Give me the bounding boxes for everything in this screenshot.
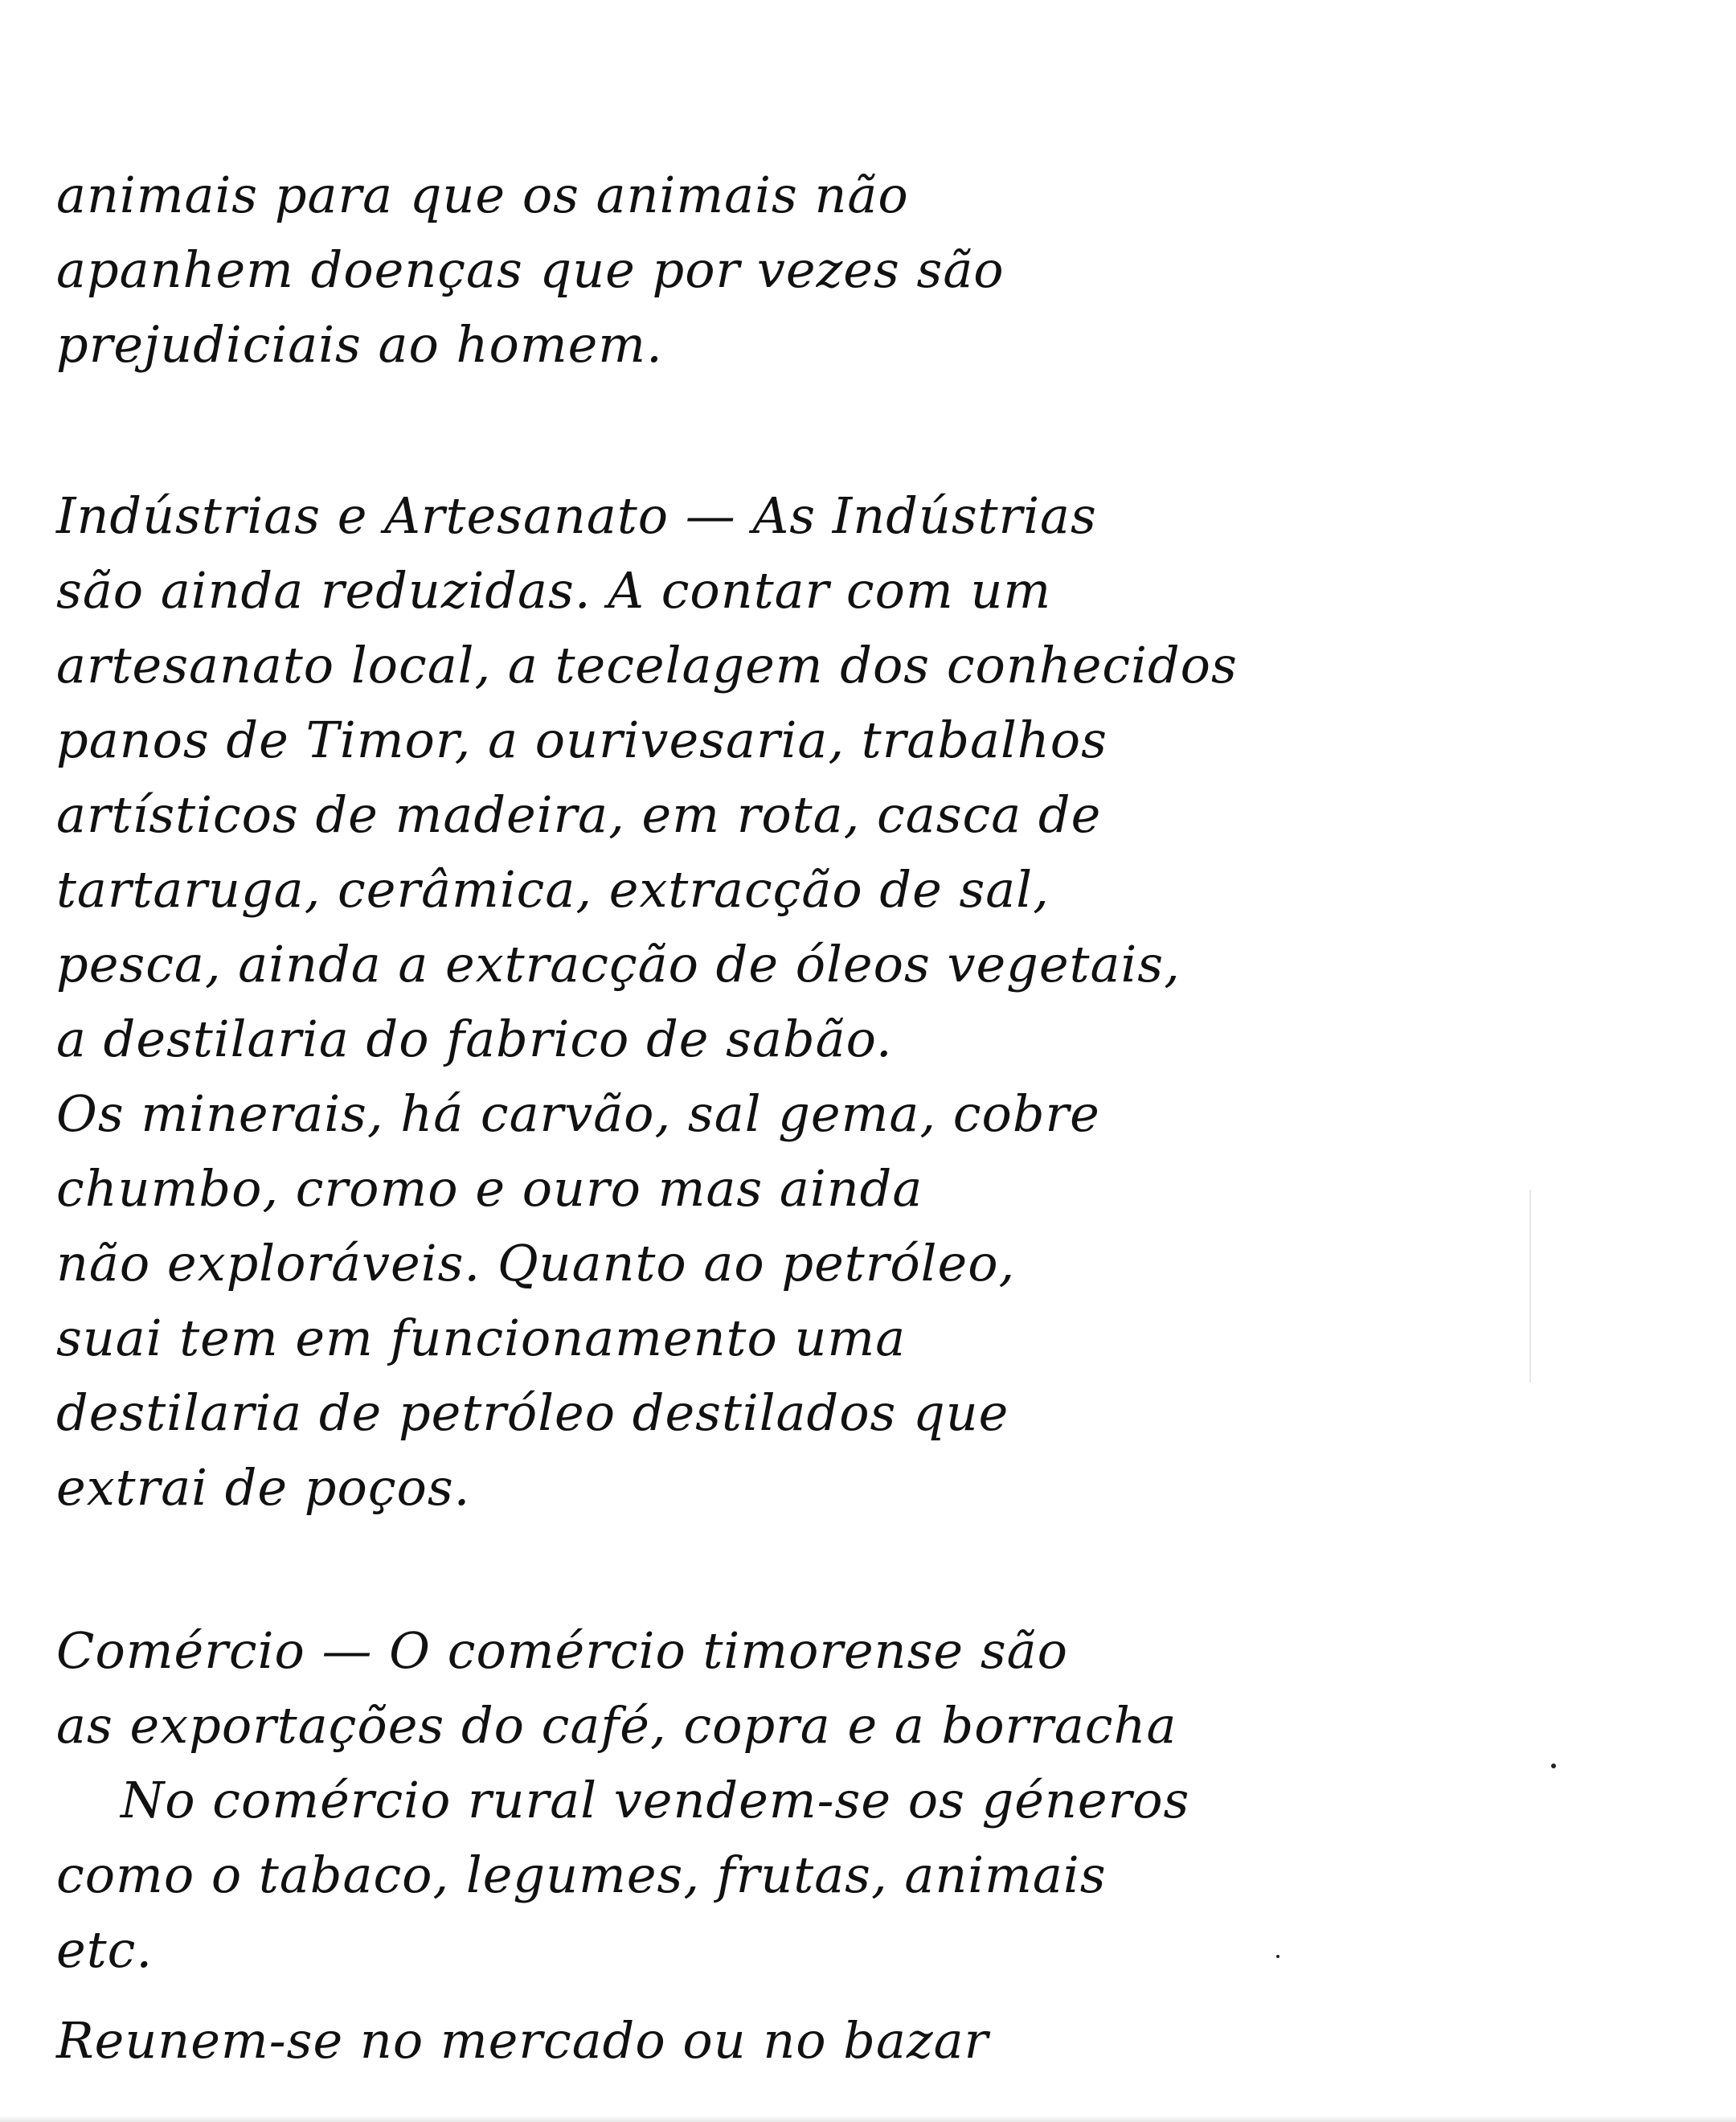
text-line: as exportações do café, copra e a borracha <box>56 1696 1177 1755</box>
text-line: artesanato local, a tecelagem dos conhecidos <box>56 636 1238 694</box>
scan-edge-line <box>1529 1190 1531 1383</box>
text-line: destilaria de petróleo destilados que <box>56 1383 1009 1442</box>
text-line: suai tem em funcionamento uma <box>56 1309 907 1367</box>
text-line: artísticos de madeira, em rota, casca de <box>56 785 1102 844</box>
text-line: são ainda reduzidas. A contar com um <box>56 561 1052 620</box>
text-line: panos de Timor, a ourivesaria, trabalhos <box>56 711 1108 769</box>
text-line: Reunem-se no mercado ou no bazar <box>56 2011 989 2070</box>
text-line: No comércio rural vendem-se os géneros <box>121 1771 1190 1829</box>
text-line: extrai de poços. <box>56 1458 471 1517</box>
paragraph-industries <box>56 478 1688 1525</box>
text-line: Os minerais, há carvão, sal gema, cobre <box>56 1084 1100 1143</box>
text-line: como o tabaco, legumes, frutas, animais <box>56 1845 1107 1904</box>
text-line: Indústrias e Artesanato — As Indústrias <box>56 486 1097 545</box>
text-line: prejudiciais ao homem. <box>56 315 663 374</box>
scan-speck <box>1276 1955 1279 1958</box>
scan-bottom-edge <box>0 2116 1736 2122</box>
text-line: Comércio — O comércio timorense são <box>56 1621 1068 1680</box>
paragraph-commerce <box>56 1613 1688 1987</box>
paragraph-animals <box>56 158 1688 382</box>
text-line: chumbo, cromo e ouro mas ainda <box>56 1159 923 1218</box>
text-line: não exploráveis. Quanto ao petróleo, <box>56 1234 1016 1292</box>
handwritten-text <box>56 158 1688 2078</box>
text-line: animais para que os animais não <box>56 166 909 224</box>
paragraph-market <box>56 2003 1688 2078</box>
text-line: apanhem doenças que por vezes são <box>56 240 1005 299</box>
text-line: tartaruga, cerâmica, extracção de sal, <box>56 860 1050 919</box>
scan-speck <box>1551 1764 1556 1768</box>
text-line: etc. <box>56 1920 154 1979</box>
text-line: pesca, ainda a extracção de óleos vegetais, <box>56 935 1181 993</box>
text-line: a destilaria do fabrico de sabão. <box>56 1010 893 1068</box>
